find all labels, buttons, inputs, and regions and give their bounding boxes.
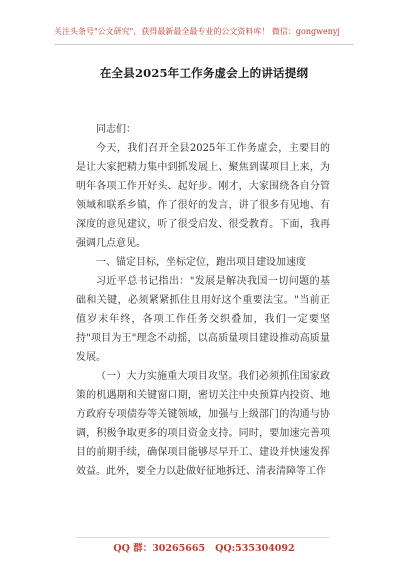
footer-divider — [76, 537, 330, 538]
header-divider — [54, 44, 354, 45]
footer-qq: QQ:535304092 — [215, 543, 295, 554]
paragraph-subsection-1: （一）大力实施重大项目攻坚。我们必须抓住国家政策的机遇期和关键窗口期，密切关注中央预算内投资、地方政府专项债券等关键领域，加强与上级部门的沟通与协调，积极争取更多的项目资金支持。同时，要加速完善项目的前期手续，确保项目能够尽早开工、建设并快速发挥效益。此外，要全力以赴做好征地拆迁、清表清障等工作 — [76, 371, 330, 477]
section-heading-1: 一、锚定目标，坐标定位，跑出项目建设加速度 — [96, 257, 306, 268]
footer-qq-group: QQ 群：30265665 — [113, 543, 206, 554]
footer-contact — [0, 540, 408, 554]
document-title: 在全县2025年工作务虚会上的讲话提纲 — [99, 66, 309, 80]
paragraph-intro: 今天，我们召开全县2025年工作务虚会，主要目的是让大家把精力集中到抓发展上、聚焦到谋项目上来，为明年各项工作开好头、起好步。刚才，大家围绕各自分管领域和联系乡镇，作了很好的发言，讲了很多有见地、有深度的意见建议，听了很受启发、很受教育。下面，我再强调几点意见。 — [76, 143, 330, 249]
header-promo-text: 关注头条号"公文研究"，获得最新最全最专业的公文资料库！ 微信：gongwenyj — [54, 27, 340, 36]
document-body — [76, 120, 330, 481]
paragraph-quote: 习近平总书记指出："发展是解决我国一切问题的基础和关键，必须紧紧抓住且用好这个重要法宝。"当前正值岁末年终，各项工作任务交织叠加，我们一定要坚持"项目为王"理念不动摇，以高质量项目建设推动高质量发展。 — [76, 276, 330, 363]
greeting: 同志们： — [96, 124, 136, 135]
